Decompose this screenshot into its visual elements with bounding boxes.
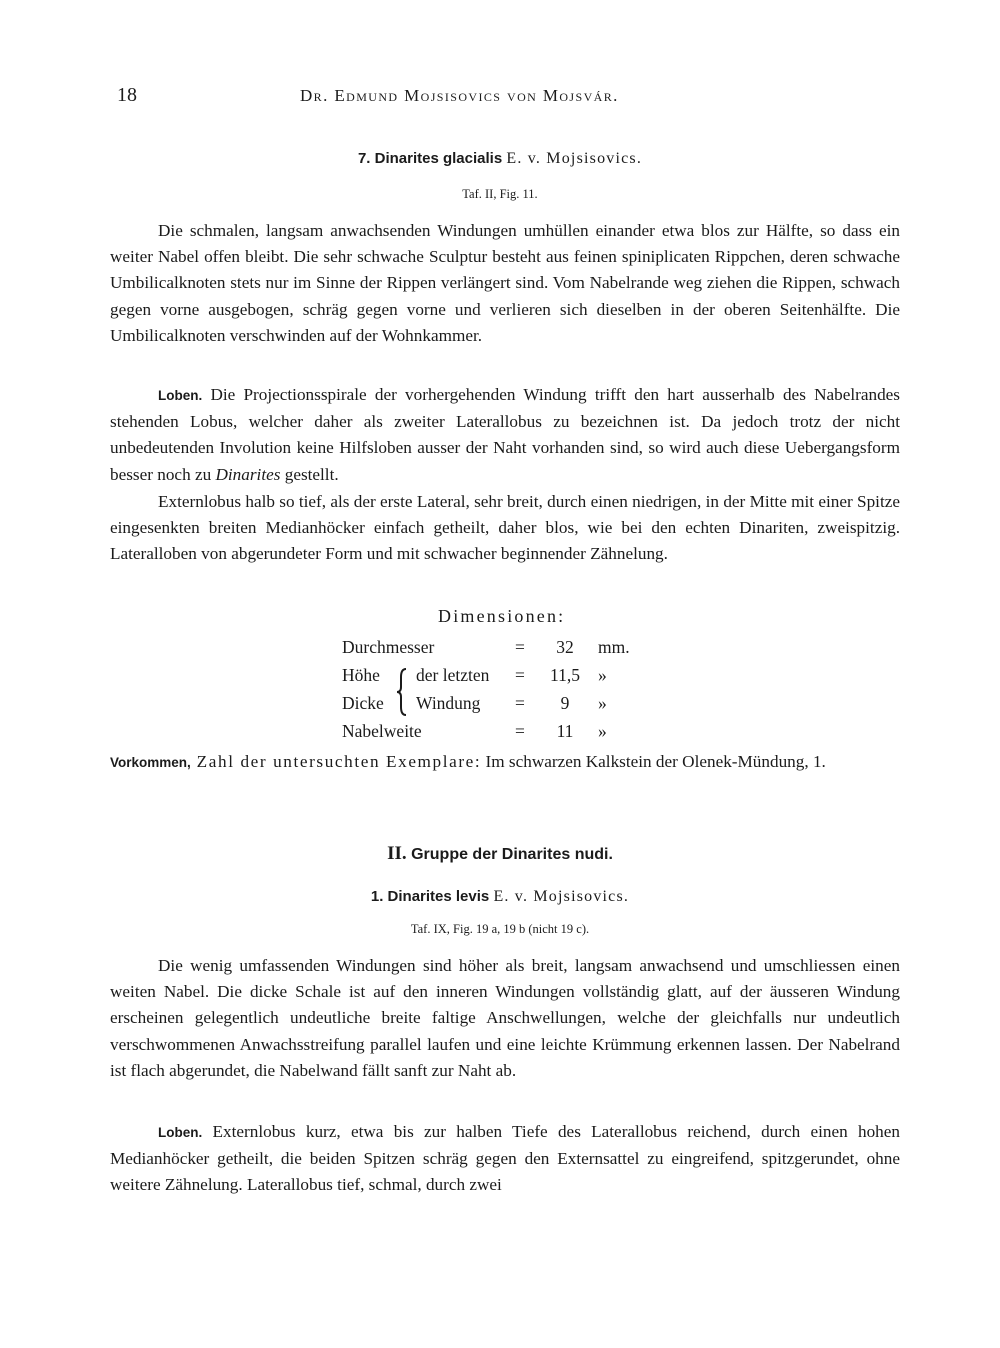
plate-reference: Taf. II, Fig. 11. — [462, 187, 538, 201]
paragraph-lead: Loben. — [158, 388, 203, 403]
species-heading — [0, 150, 1000, 168]
dimensions-heading: Dimensionen: — [438, 606, 566, 626]
species-name: 1. Dinarites levis — [370, 888, 490, 905]
document-page: 18 Dr. Edmund Mojsisovics von Mojsvár. 7. Dinarites glacialis E. v. Mojsisovics. Taf. II, Fig. 11. Die schmalen, langsam anwachsenden Windungen umhüllen einander etwa blos zur Hälfte, so dass ein weiter Nabel offen bleibt. Die sehr schwache Sculptur besteht aus feinen spiniplicaten Rippchen, deren schwache Umbilicalknoten stets nur im Sinne der Rippen verlängert sind. Vom Nabelrande weg ziehen die Rippen, schwach gegen vorne ausgebogen, schräg gegen vorne und verlieren sich dieselben in der oberen Seitenhälfte. Die Umbilicalknoten verschwinden auf der Wohnkammer. Loben. Die Projectionsspirale der vorhergehenden Windung trifft den hart ausserhalb des Nabelrandes stehenden Lobus, welcher daher als zweiter Laterallobus zu bezeichnen ist. Da jedoch trotz der nicht unbedeutenden Involution keine Hilfsloben ausser der Naht vorhanden sind, so wird auch diese Uebergangsform besser noch zu Dinarites gestellt. Externlobus halb so tief, als der erste Lateral, sehr breit, durch einen niedrigen, in der Mitte mit einer Spitze eingesenkten breiten Medianhöcker einfach getheilt, daher blos, wie bei den echten Dinariten, zweispitzig. Lateralloben von abgerundeter Form und mit schwacher beginnender Zähnelung. Dimensionen: Durchmesser = 32 mm. Höhe der letzten = 11,5 » Dicke Windung = 9 » Nabelweite = 11 » Vorkommen, Zahl der untersuchten Exemplare: Im schwarzen Kalkstein der Olenek-Mündung, 1. II. Gruppe der Dinarites nudi. 1. Dinarites levis E. v. Mojsisovics. Taf. IX, Fig. 19 a, 19 b (nicht 19 c). Die wenig umfassenden Windungen sind höher als breit, langsam anwachsend und umschliessen einen weiten Nabel. Die dicke Schale ist auf den inneren Windungen vollständig glatt, auf der äusseren Windung erscheinen gelegentlich undeutliche breite faltige Anschwellungen, welche der gleichfalls nur undeutlich verschwommenen Anwachsstreifung parallel laufen und eine leichte Krümmung erkennen lassen. Der Nabelrand ist flach abgerundet, die Nabelwand fällt sanft zur Naht ab. Loben. Externlobus kurz, etwa bis zur halben Tiefe des Laterallobus reichend, durch einen hohen Medianhöcker getheilt, die beiden Spitzen schräg gegen den Externsattel zu eingreifend, spitzgerundet, ohne weitere Zähnelung. Laterallobus tief, schmal, durch zwei — [0, 0, 1000, 1348]
species-author: E. v. Mojsisovics. — [506, 150, 643, 167]
externlobus-paragraph: Externlobus halb so tief, als der erste Lateral, sehr breit, durch einen niedrigen, in der Mitte mit einer Spitze eingesenkten breiten Medianhöcker einfach getheilt, daher blos, wie bei den echten Dinariten, zweispitzig. Lateralloben von abgerundeter Form und mit schwacher beginnender Zähnelung. — [110, 492, 900, 564]
loben-paragraph: Loben. Die Projectionsspirale der vorhergehenden Windung trifft den hart ausserhalb des Nabelrandes stehenden Lobus, welcher daher als zweiter Laterallobus zu bezeichnen ist. Da jedoch trotz der nicht unbedeutenden Involution keine Hilfsloben ausser der Naht vorhanden sind, so wird auch diese Uebergangsform besser noch zu Dinarites gestellt. — [110, 385, 900, 484]
group-heading — [0, 843, 1000, 865]
genus-name: Dinarites — [215, 464, 281, 484]
curly-brace — [396, 667, 410, 717]
bracket-text-line2: Windung — [416, 693, 481, 713]
species-author: E. v. Mojsisovics. — [493, 888, 630, 905]
group-title: Gruppe der Dinarites nudi. — [411, 846, 613, 863]
species-heading — [0, 888, 1000, 906]
description-paragraph: Die schmalen, langsam anwachsenden Windungen umhüllen einander etwa blos zur Hälfte, so dass ein weiter Nabel offen bleibt. Die sehr schwache Sculptur besteht aus feinen spiniplicaten Rippchen, deren schwache Umbilicalknoten stets nur im Sinne der Rippen verlängert sind. Vom Nabelrande weg ziehen die Rippen, schwach gegen vorne ausgebogen, schräg gegen vorne und verlieren sich dieselben in der oberen Seitenhälfte. Die Umbilicalknoten verschwinden auf der Wohnkammer. — [110, 221, 900, 345]
plate-reference: Taf. IX, Fig. 19 a, 19 b (nicht 19 c). — [410, 922, 590, 936]
species-name: 7. Dinarites glacialis — [357, 150, 503, 167]
group-numeral: II. — [387, 843, 407, 864]
description-paragraph: Die wenig umfassenden Windungen sind höher als breit, langsam anwachsend und umschliessen einen weiten Nabel. Die dicke Schale ist auf den inneren Windungen vollständig glatt, auf der äusseren Windung erscheinen gelegentlich undeutliche breite faltige Anschwellungen, welche der gleichfalls nur undeutlich verschwommenen Anwachsstreifung parallel laufen und eine leichte Krümmung erkennen lassen. Der Nabelrand ist flach abgerundet, die Nabelwand fällt sanft zur Naht ab. — [110, 956, 900, 1080]
paragraph-lead: Loben. — [158, 1125, 203, 1140]
running-header: Dr. Edmund Mojsisovics von Mojsvár. — [300, 86, 619, 105]
occurrence-paragraph: Vorkommen, Zahl der untersuchten Exemplare: Im schwarzen Kalkstein der Olenek-Mündung, 1. — [110, 752, 826, 771]
page-number: 18 — [117, 84, 137, 106]
paragraph-lead: Vorkommen, — [110, 755, 191, 770]
loben-paragraph: Loben. Externlobus kurz, etwa bis zur halben Tiefe des Laterallobus reichend, durch einen hohen Medianhöcker getheilt, die beiden Spitzen schräg gegen den Externsattel zu eingreifend, spitzgerundet, ohne weitere Zähnelung. Laterallobus tief, schmal, durch zwei — [110, 1122, 900, 1195]
bracket-text-line1: der letzten — [416, 665, 490, 685]
